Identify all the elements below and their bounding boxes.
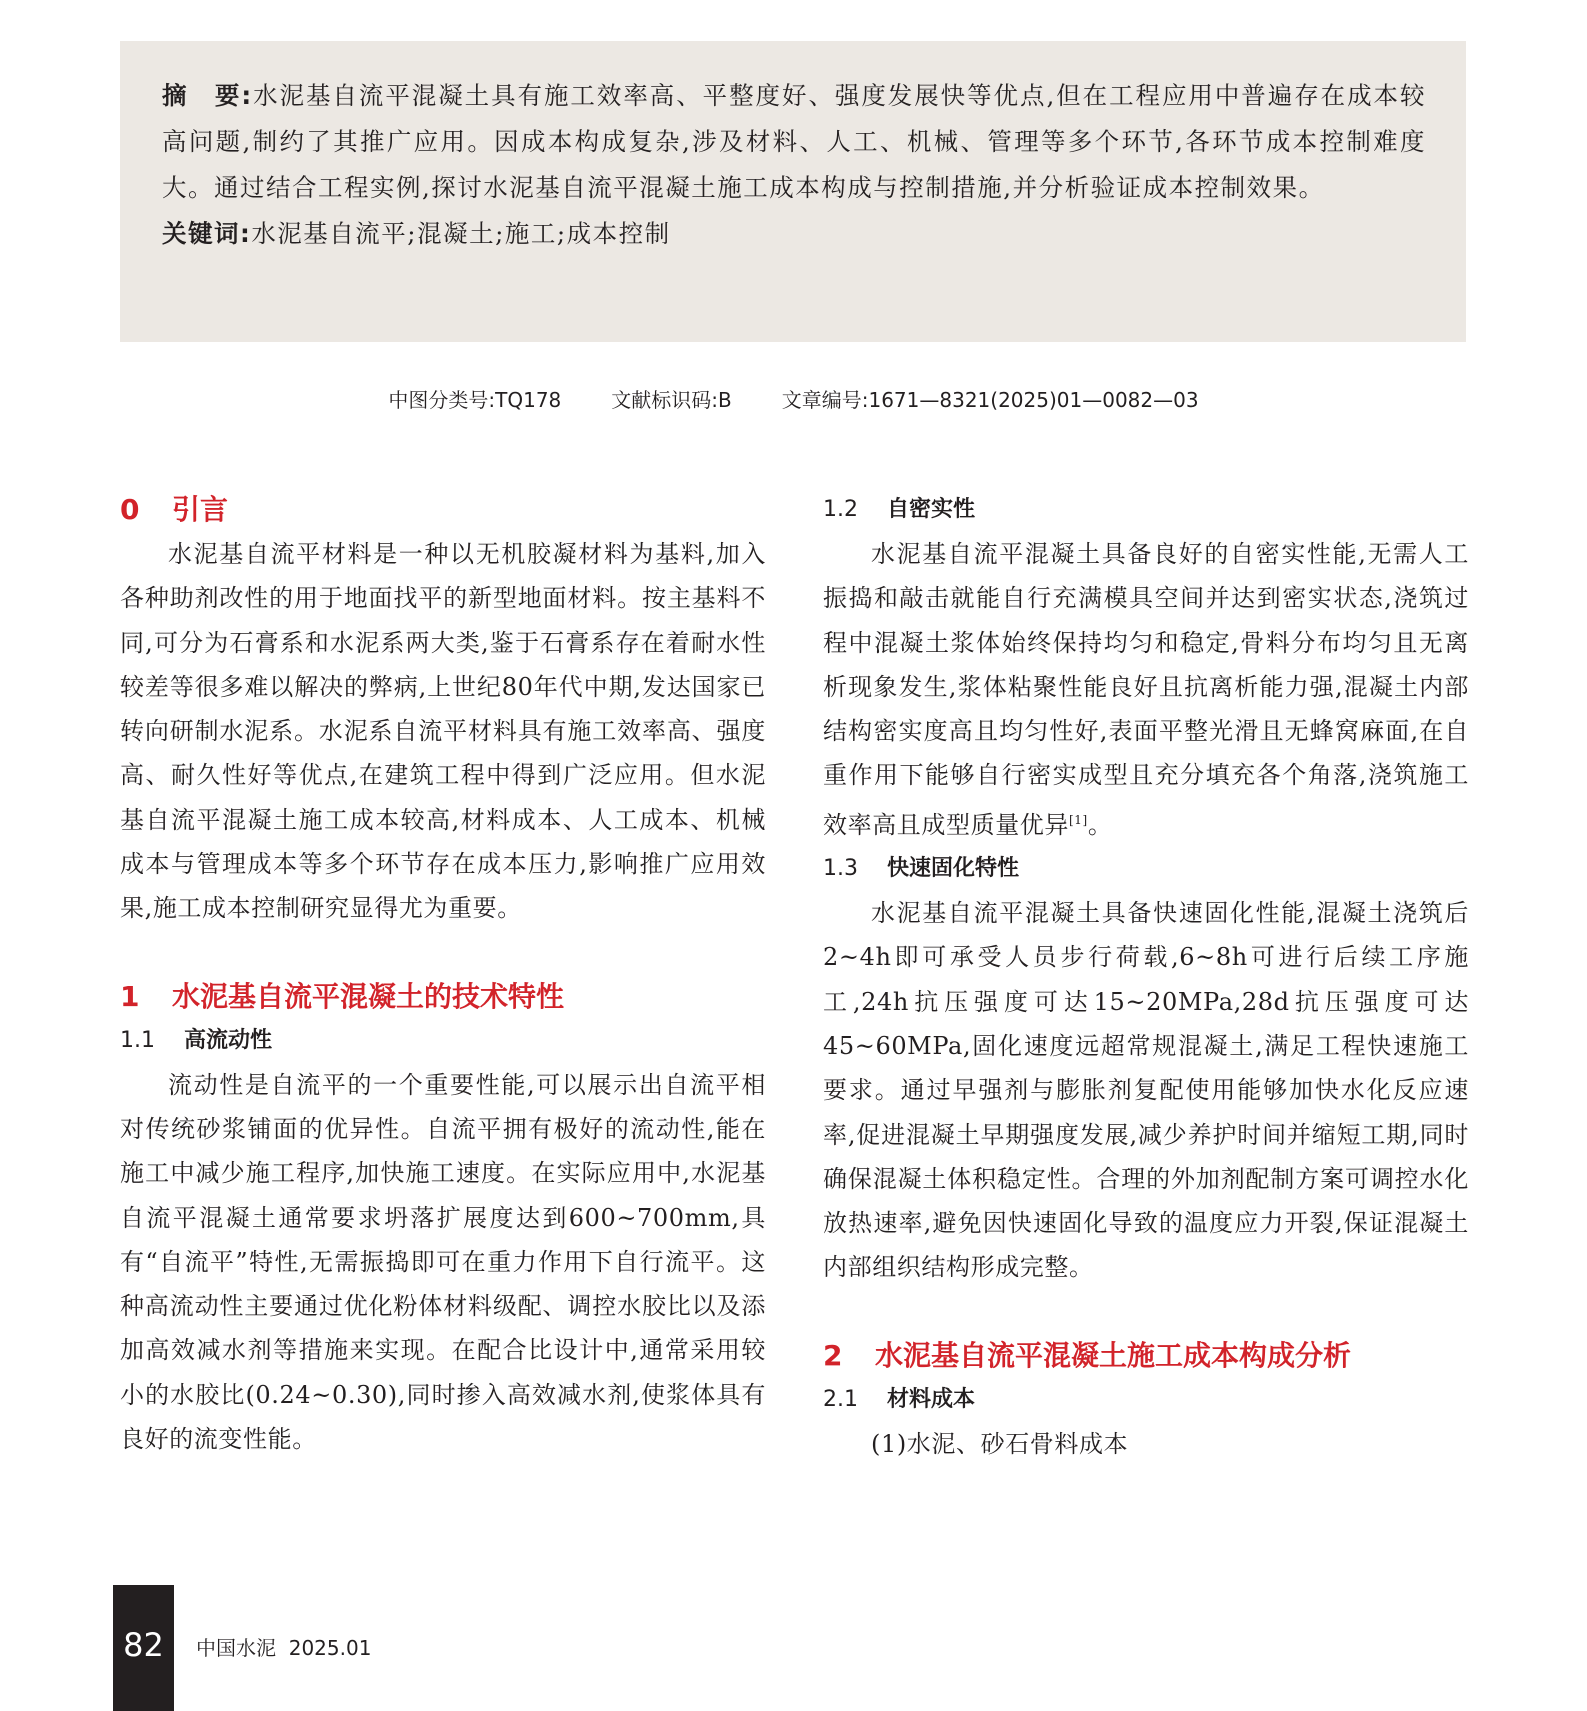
document-code: 文献标识码:B xyxy=(611,388,732,412)
abstract-paragraph xyxy=(162,73,1426,211)
subsection-number: 1.3 xyxy=(823,856,858,882)
subsection-number: 2.1 xyxy=(823,1386,858,1412)
self-compacting-paragraph xyxy=(823,532,1469,847)
subsection-number: 1.2 xyxy=(823,497,858,522)
right-column xyxy=(823,488,1469,1466)
abstract-label: 摘 要: xyxy=(162,81,253,110)
subsection-1-1-heading xyxy=(120,1019,766,1063)
subsection-2-1-heading xyxy=(823,1378,1469,1422)
section-1-heading xyxy=(120,975,766,1019)
keywords-paragraph xyxy=(162,211,1426,257)
section-number: 2 xyxy=(823,1338,843,1372)
paragraph-text: 水泥基自流平混凝土具备良好的自密实性能,无需人工振捣和敲击就能自行充满模具空间并达到密实状态,浇筑过程中混凝土浆体始终保持均匀和稳定,骨料分布均匀且无离析现象发生,浆体粘聚性能良好且抗离析能力强,混凝土内部结构密实度高且均匀性好,表面平整光滑且无蜂窝麻面,在自重作用下能够自行密实成型且充分填充各个角落,浇筑施工效率高且成型质量优异 xyxy=(823,540,1469,839)
reference-marker[interactable]: [1] xyxy=(1069,812,1088,827)
section-gap xyxy=(120,931,766,975)
left-column xyxy=(120,488,766,1461)
paragraph-end: 。 xyxy=(1087,810,1113,839)
subsection-title: 高流动性 xyxy=(184,1027,273,1053)
section-title: 水泥基自流平混凝土的技术特性 xyxy=(172,979,565,1013)
clc-number: 中图分类号:TQ178 xyxy=(388,388,562,412)
section-gap xyxy=(823,1290,1469,1334)
abstract-box xyxy=(120,41,1466,342)
fast-curing-paragraph: 水泥基自流平混凝土具备快速固化性能,混凝土浇筑后2~4h即可承受人员步行荷载,6~8h可进行后续工序施工,24h抗压强度可达15~20MPa,28d抗压强度可达45~60MPa,固化速度远超常规混凝土,满足工程快速施工要求。通过早强剂与膨胀剂复配使用能够加快水化反应速率,促进混凝土早期强度发展,减少养护时间并缩短工期,同时确保混凝土体积稳定性。合理的外加剂配制方案可调控水化放热速率,避免因快速固化导致的温度应力开裂,保证混凝土内部组织结构形成完整。 xyxy=(823,899,1469,1282)
list-item-cement-aggregate: (1)水泥、砂石骨料成本 xyxy=(871,1429,1129,1458)
section-title: 引言 xyxy=(172,493,229,526)
subsection-title: 自密实性 xyxy=(887,497,976,522)
keywords-text: 水泥基自流平;混凝土;施工;成本控制 xyxy=(251,219,671,248)
subsection-number: 1.1 xyxy=(120,1027,155,1053)
section-number: 1 xyxy=(120,979,140,1013)
subsection-title: 快速固化特性 xyxy=(887,856,1020,882)
flowability-paragraph: 流动性是自流平的一个重要性能,可以展示出自流平相对传统砂浆铺面的优异性。自流平拥有极好的流动性,能在施工中减少施工程序,加快施工速度。在实际应用中,水泥基自流平混凝土通常要求坍落扩展度达到600~700mm,具有“自流平”特性,无需振捣即可在重力作用下自行流平。这种高流动性主要通过优化粉体材料级配、调控水胶比以及添加高效减水剂等措施来实现。在配合比设计中,通常采用较小的水胶比(0.24~0.30),同时掺入高效减水剂,使浆体具有良好的流变性能。 xyxy=(120,1070,766,1454)
section-number: 0 xyxy=(120,493,140,526)
abstract-text: 水泥基自流平混凝土具有施工效率高、平整度好、强度发展快等优点,但在工程应用中普遍存在成本较高问题,制约了其推广应用。因成本构成复杂,涉及材料、人工、机械、管理等多个环节,各环节成本控制难度大。通过结合工程实例,探讨水泥基自流平混凝土施工成本构成与控制措施,并分析验证成本控制效果。 xyxy=(162,81,1426,202)
intro-paragraph: 水泥基自流平材料是一种以无机胶凝材料为基料,加入各种助剂改性的用于地面找平的新型地面材料。按主基料不同,可分为石膏系和水泥系两大类,鉴于石膏系存在着耐水性较差等很多难以解决的弊病,上世纪80年代中期,发达国家已转向研制水泥系。水泥系自流平材料具有施工效率高、强度高、耐久性好等优点,在建筑工程中得到广泛应用。但水泥基自流平混凝土施工成本较高,材料成本、人工成本、机械成本与管理成本等多个环节存在成本压力,影响推广应用效果,施工成本控制研究显得尤为重要。 xyxy=(120,540,766,923)
journal-issue: 中国水泥 2025.01 xyxy=(196,1636,372,1660)
subsection-title: 材料成本 xyxy=(887,1386,976,1412)
section-0-heading xyxy=(120,488,766,532)
page-number: 82 xyxy=(123,1626,164,1664)
section-2-heading xyxy=(823,1334,1469,1378)
article-number: 文章编号:1671—8321(2025)01—0082—03 xyxy=(781,388,1199,412)
subsection-1-2-heading xyxy=(823,488,1469,532)
classification-line xyxy=(0,384,1587,413)
keywords-label: 关键词: xyxy=(162,219,252,248)
section-title: 水泥基自流平混凝土施工成本构成分析 xyxy=(875,1338,1352,1372)
subsection-1-3-heading xyxy=(823,847,1469,891)
